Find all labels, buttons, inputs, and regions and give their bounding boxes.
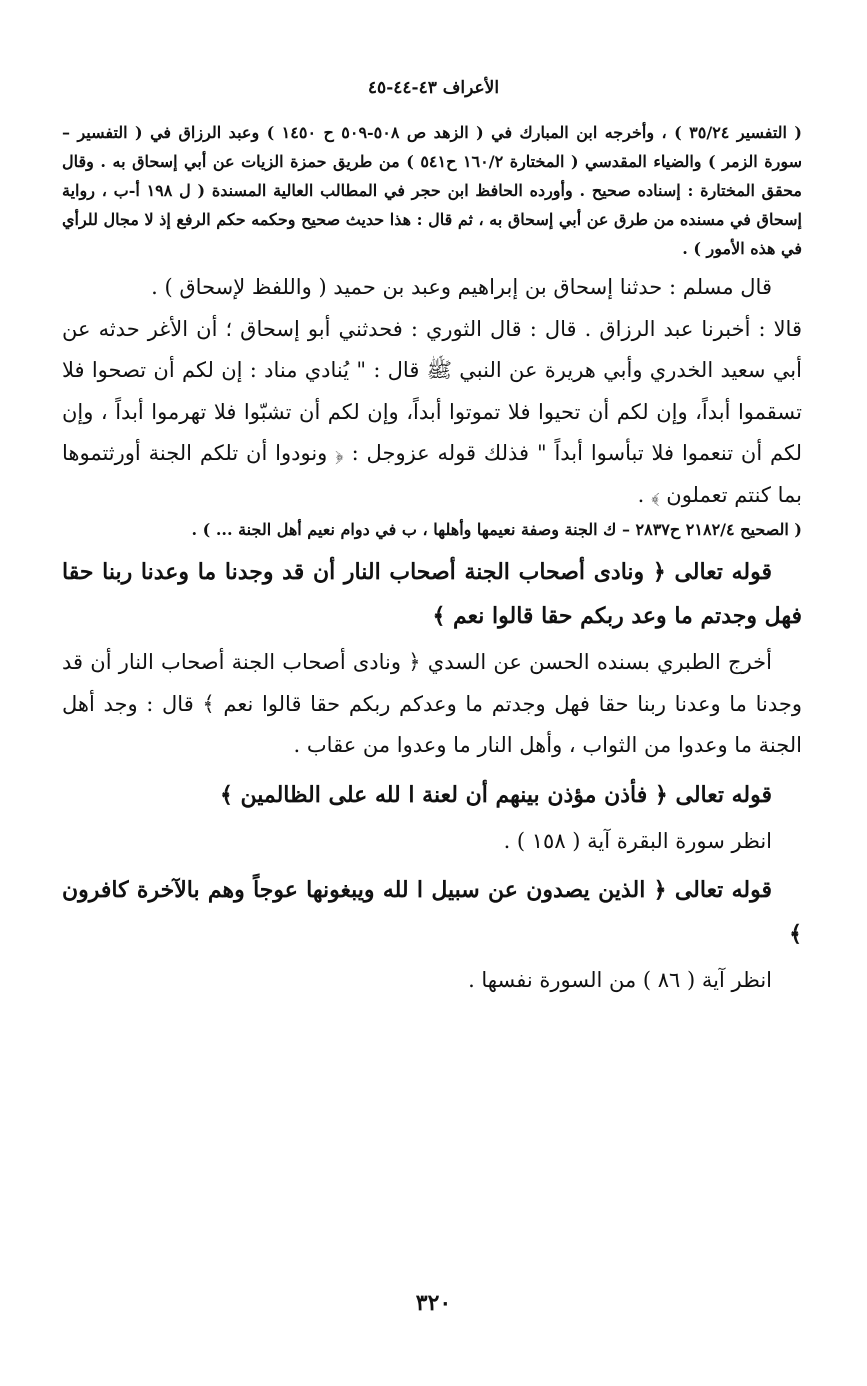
sahih-reference: ( الصحيح ٢١٨٢/٤ ح٢٨٣٧ – ك الجنة وصفة نعيمها وأهلها ، ب في دوام نعيم أهل الجنة ... ) . <box>191 520 802 539</box>
tabari-narration: أخرج الطبري بسنده الحسن عن السدي ﴿ ونادى أصحاب الجنة أصحاب النار أن قد وجدنا ما وعدنا ربنا حقا فهل وجدتم ما وعدكم ربكم حقا قالوا نعم ﴾ قال : وجد أهل الجنة ما وعدوا من الثواب ، وأهل النار ما وعدوا من عقاب . <box>62 650 802 757</box>
page-body <box>62 118 802 1002</box>
cross-reference: انظر آية ( ٨٦ ) من السورة نفسها . <box>468 968 772 992</box>
running-header: الأعراف ٤٣-٤٤-٤٥ <box>367 78 500 98</box>
hadith-chain: قال مسلم : حدثنا إسحاق بن إبراهيم وعبد بن حميد ( واللفظ لإسحاق ) . <box>151 275 772 299</box>
verse-heading: قوله تعالى ﴿ فأذن مؤذن بينهم أن لعنة ا لله على الظالمين ﴾ <box>219 781 772 808</box>
footnote-top: ( التفسير ٣٥/٢٤ ) ، وأخرجه ابن المبارك في ( الزهد ص ٥٠٨-٥٠٩ ح ١٤٥٠ ) وعبد الرزاق في ( التفسير – سورة الزمر ) والضياء المقدسي ( المختارة ١٦٠/٢ ح٥٤١ ) من طريق حمزة الزيات عن أبي إسحاق به . وقال محقق المختارة : إسناده صحيح . وأورده الحافظ ابن حجر في المطالب العالية المسندة ( ل ١٩٨ أ-ب ، رواية إسحاق في مسنده من طرق عن أبي إسحاق به ، ثم قال : هذا حديث صحيح وحكمه حكم الرفع إذ لا مجال للرأي في هذه الأمور ) . <box>62 123 803 258</box>
hadith-text: قالا : أخبرنا عبد الرزاق . قال : قال الثوري : فحدثني أبو إسحاق ؛ أن الأغر حدثه عن أبي سعيد الخدري وأبي هريرة عن النبي ﷺ قال : " يُنادي مناد : إن لكم أن تصحوا فلا تسقموا أبداً، وإن لكم أن تحيوا فلا تموتوا أبداً، وإن لكم أن تشبّوا فلا تهرموا أبداً ، وإن لكم أن تنعموا فلا تبأسوا أبداً " فذلك قوله عزوجل : ﴿ ونودوا أن تلكم الجنة أورثتموها بما كنتم تعملون ﴾ . <box>62 316 802 507</box>
page-number: ٣٢٠ <box>415 1290 452 1316</box>
cross-reference: انظر سورة البقرة آية ( ١٥٨ ) . <box>503 828 772 853</box>
verse-heading: قوله تعالى ﴿ الذين يصدون عن سبيل ا لله ويبغونها عوجاً وهم بالآخرة كافرون ﴾ <box>62 877 802 947</box>
verse-heading: قوله تعالى ﴿ ونادى أصحاب الجنة أصحاب النار أن قد وجدنا ما وعدنا ربنا حقا فهل وجدتم ما وعد ربكم حقا قالوا نعم ﴾ <box>62 559 802 629</box>
